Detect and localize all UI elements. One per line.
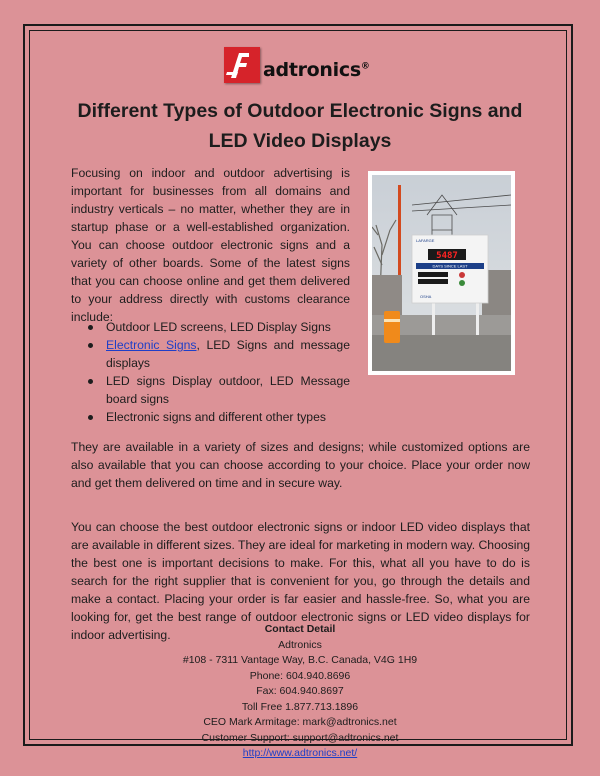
svg-text:5487: 5487 (436, 251, 458, 261)
outdoor-sign-image (372, 175, 511, 371)
contact-block (150, 622, 450, 762)
bullet-icon (88, 325, 93, 330)
title-line-2: LED Video Displays (208, 130, 392, 152)
website-link[interactable]: http://www.adtronics.net/ (242, 747, 358, 759)
contact-tollfree: Toll Free 1.877.713.1896 (241, 700, 359, 713)
bullet-icon (88, 379, 93, 384)
adtronics-logo (224, 43, 384, 87)
svg-text:OSHA: OSHA (420, 294, 432, 299)
availability-paragraph: They are available in a variety of sizes and designs; while customized options are also available that you can choose according to your choice. Place your order now and get them delivered on time and in secure way. (71, 440, 530, 490)
page-title (60, 96, 540, 156)
sign-photo (368, 171, 515, 375)
contact-heading: Contact Detail (264, 623, 336, 635)
list-item: Outdoor LED screens, LED Display Signs (88, 318, 350, 336)
list-item: Electronic signs and different other types (88, 408, 350, 426)
contact-support: Customer Support: support@adtronics.net (201, 731, 399, 744)
list-item: LED signs Display outdoor, LED Message board signs (88, 372, 350, 408)
svg-text:LAFARGE: LAFARGE (416, 238, 435, 243)
choosing-paragraph: You can choose the best outdoor electronic signs or indoor LED video displays that are available in different sizes. They are ideal for marketing in modern way. Choosing the best one is important decisions to make. For this, what all you have to do is search for the right supplier that is convenient for you, go through the details and make a contact. Placing your order is far easier and hassle-free. So, what you are looking for, get the best range of outdoor electronic signs or LED video displays for indoor advertising. (71, 520, 530, 642)
logo-mark-icon (224, 47, 260, 83)
contact-address: #108 - 7311 Vantage Way, B.C. Canada, V4G 1H9 (182, 654, 418, 666)
contact-company: Adtronics (278, 638, 322, 651)
electronic-signs-link[interactable]: Electronic Signs (106, 338, 197, 352)
intro-paragraph: Focusing on indoor and outdoor advertising is important for businesses from all domains and industry verticals – no matter, whether they are in startup phase or a well-established organization. You can choose outdoor electronic signs and a variety of other boards. Some of the latest signs that you can choose online and get them delivered to your address directly with customs clearance include: (71, 166, 350, 324)
bullet-icon (88, 343, 93, 348)
title-line-1: Different Types of Outdoor Electronic Signs and (77, 100, 523, 122)
contact-fax: Fax: 604.940.8697 (256, 685, 344, 697)
contact-ceo: CEO Mark Armitage: mark@adtronics.net (203, 716, 397, 728)
logo-wordmark: adtronics® (263, 59, 370, 81)
list-item: Electronic Signs, LED Signs and message displays (88, 336, 350, 372)
svg-text:DAYS SINCE LAST: DAYS SINCE LAST (432, 263, 468, 269)
sign-types-list (88, 318, 350, 426)
contact-phone: Phone: 604.940.8696 (249, 669, 351, 682)
bullet-icon (88, 415, 93, 420)
